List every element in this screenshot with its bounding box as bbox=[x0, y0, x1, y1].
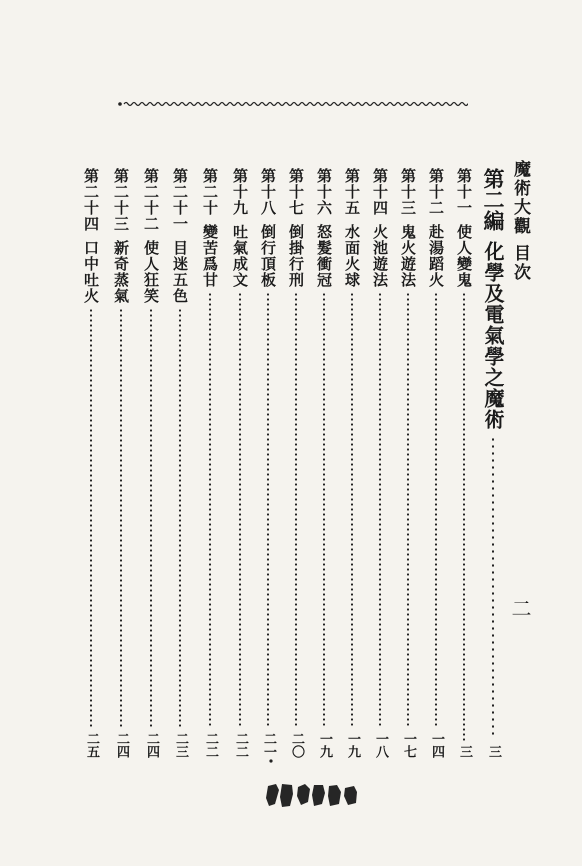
chapter-page: 二三 bbox=[173, 732, 188, 758]
toc-entry bbox=[198, 168, 222, 758]
chapter-page: 二〇 bbox=[289, 732, 304, 758]
chapter-label: 第十九 bbox=[231, 168, 249, 216]
chapter-title: 鬼火遊法 bbox=[399, 224, 417, 288]
chapter-title: 目迷五色 bbox=[171, 240, 189, 304]
chapter-title: 倒行頂板 bbox=[259, 224, 277, 288]
chapter-label: 第十三 bbox=[399, 168, 417, 216]
page-number: 二 bbox=[508, 598, 532, 618]
chapter-label: 第二十三 bbox=[112, 168, 130, 232]
chapter-label: 第十六 bbox=[315, 168, 333, 216]
toc-entry bbox=[256, 168, 280, 758]
chapter-label: 第二十四 bbox=[82, 168, 100, 232]
part-label: 第二編 bbox=[481, 168, 506, 231]
toc-entry bbox=[452, 168, 476, 758]
toc-entry bbox=[396, 168, 420, 758]
chapter-page: 一九 bbox=[317, 732, 332, 758]
chapter-label: 第十八 bbox=[259, 168, 277, 216]
chapter-title: 吐氣成文 bbox=[231, 224, 249, 288]
toc-entry bbox=[368, 168, 392, 758]
chapter-page: 一四 bbox=[429, 732, 444, 758]
chapter-label: 第十五 bbox=[343, 168, 361, 216]
chapter-title: 倒掛行刑 bbox=[287, 224, 305, 288]
toc-entry bbox=[424, 168, 448, 758]
dot-leader bbox=[492, 436, 494, 739]
chapter-label: 第二十 bbox=[201, 168, 219, 216]
chapter-page: 二一 bbox=[261, 732, 276, 758]
chapter-label: 第二十二 bbox=[142, 168, 160, 232]
toc-entry bbox=[79, 168, 103, 758]
part-page: 三 bbox=[486, 745, 501, 758]
part-heading bbox=[481, 168, 505, 758]
chapter-page: 二四 bbox=[144, 732, 159, 758]
dot-leader bbox=[150, 308, 152, 728]
chapter-title: 赴湯蹈火 bbox=[427, 224, 445, 288]
chapter-title: 火池遊法 bbox=[371, 224, 389, 288]
dot-leader bbox=[463, 292, 465, 741]
chapter-page: 二五 bbox=[84, 732, 99, 758]
toc-entry bbox=[228, 168, 252, 758]
chapter-label: 第十四 bbox=[371, 168, 389, 216]
chapter-label: 第十一 bbox=[455, 168, 473, 216]
toc-entry bbox=[340, 168, 364, 758]
dot-leader bbox=[267, 292, 269, 728]
dot-leader bbox=[239, 292, 241, 728]
chapter-page: 一八 bbox=[373, 732, 388, 758]
chapter-page: 二二 bbox=[203, 732, 218, 758]
chapter-page: 二四 bbox=[114, 732, 129, 758]
bottom-dot-mark bbox=[268, 758, 274, 764]
chapter-label: 第十七 bbox=[287, 168, 305, 216]
dot-leader bbox=[209, 292, 211, 728]
dot-leader bbox=[351, 292, 353, 728]
dot-leader bbox=[120, 308, 122, 728]
chapter-label: 第二十一 bbox=[171, 168, 189, 232]
toc-entry bbox=[312, 168, 336, 758]
running-head: 魔術大觀 目次 bbox=[510, 160, 530, 282]
toc-entry bbox=[139, 168, 163, 758]
dot-leader bbox=[179, 308, 181, 728]
dot-leader bbox=[295, 292, 297, 728]
dot-leader bbox=[435, 292, 437, 728]
chapter-page: 三 bbox=[457, 745, 472, 758]
chapter-title: 口中吐火 bbox=[82, 240, 100, 304]
chapter-title: 水面火球 bbox=[343, 224, 361, 288]
chapter-title: 新奇蒸氣 bbox=[112, 240, 130, 304]
dot-leader bbox=[90, 308, 92, 728]
dot-leader bbox=[407, 292, 409, 728]
dot-leader bbox=[323, 292, 325, 728]
dot-leader bbox=[379, 292, 381, 728]
toc-entry bbox=[109, 168, 133, 758]
library-stamp-image bbox=[262, 778, 362, 810]
chapter-title: 變苦爲甘 bbox=[201, 224, 219, 288]
chapter-title: 使人變鬼 bbox=[455, 224, 473, 288]
chapter-title: 怒髮衝冠 bbox=[315, 224, 333, 288]
toc-entry bbox=[284, 168, 308, 758]
toc-entry bbox=[168, 168, 192, 758]
chapter-label: 第十二 bbox=[427, 168, 445, 216]
chapter-title: 使人狂笑 bbox=[142, 240, 160, 304]
chapter-page: 一七 bbox=[401, 732, 416, 758]
chapter-page: 一九 bbox=[345, 732, 360, 758]
top-decorative-rule bbox=[118, 100, 468, 108]
chapter-page: 二二 bbox=[233, 732, 248, 758]
part-title: 化學及電氣學之魔術 bbox=[481, 241, 505, 430]
